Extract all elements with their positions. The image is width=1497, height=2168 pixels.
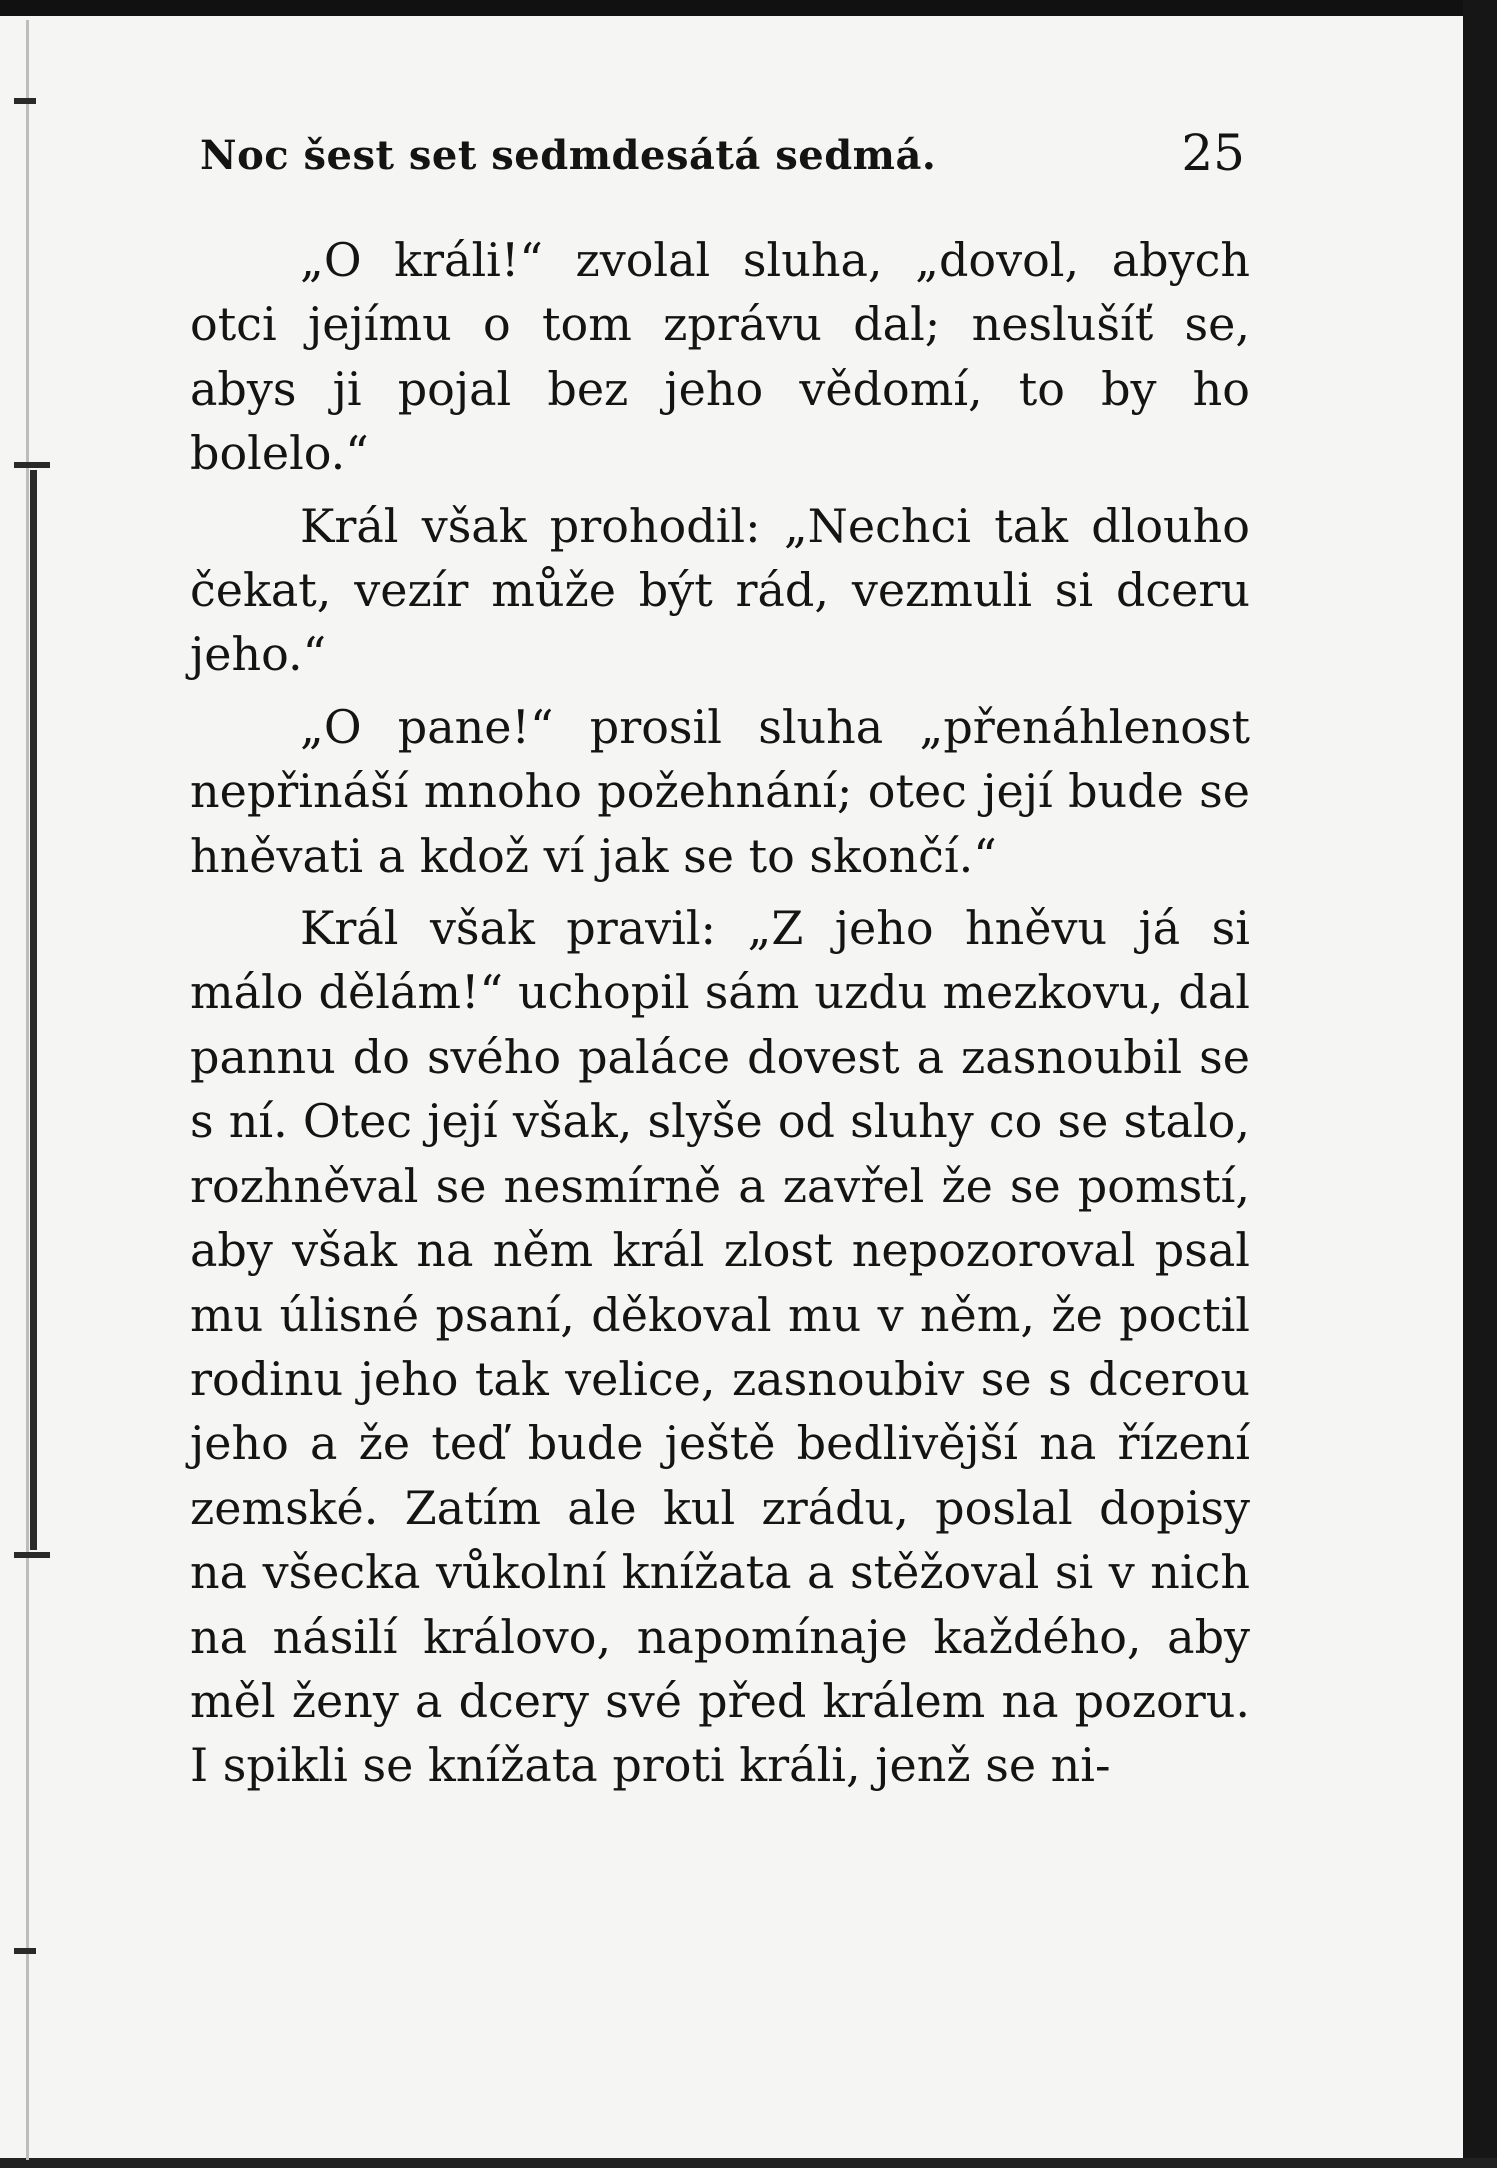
scan-edge-top xyxy=(0,0,1497,16)
binding-mark xyxy=(14,98,36,104)
binding-mark xyxy=(14,1552,50,1558)
paragraph: „O králi!“ zvolal sluha, „dovol, abych otci jejímu o tom zprávu dal; neslušíť se, abys ji pojal bez jeho vědomí, to by ho bolelo.“ xyxy=(190,233,1250,481)
binding-mark xyxy=(14,462,50,468)
scan-edge-right xyxy=(1463,0,1497,2168)
paragraph: Král však prohodil: „Nechci tak dlouho čekat, vezír může být rád, vezmuli si dceru jeho.“ xyxy=(190,498,1250,682)
scan-edge-bottom xyxy=(0,2158,1497,2168)
running-title: Noc šest set sedmdesátá sedmá. xyxy=(200,132,937,179)
page-number: 25 xyxy=(1181,124,1245,182)
binding-mark xyxy=(14,1948,36,1954)
paragraph: Král však pravil: „Z jeho hněvu já si málo dělám!“ uchopil sám uzdu mezkovu, dal pannu do svého paláce dovest a zasnoubil se s ní. Otec její však, slyše od sluhy co se stalo, rozhněval se nesmírně a zavřel že se pomstí, aby však na něm král zlost nepozoroval psal mu úlisné psaní, děkoval mu v něm, že poctil rodinu jeho tak velice, zasnoubiv se s dcerou jeho a že teď bude ještě bedlivější na řízení zemské. Zatím ale kul zrádu, poslal dopisy na všecka vůkolní knížata a stěžoval si v nich na násilí královo, napomínaje každého, aby měl ženy a dcery své před králem na pozoru. I spikli se knížata proti králi, jenž se ni- xyxy=(190,901,1250,1793)
body-text xyxy=(190,228,1250,1798)
page-fold-line xyxy=(26,20,29,2160)
paragraph: „O pane!“ prosil sluha „přenáhlenost nepřináší mnoho požehnání; otec její bude se hněvati a kdož ví jak se to skončí.“ xyxy=(190,699,1250,883)
binding-thread xyxy=(30,470,37,1550)
